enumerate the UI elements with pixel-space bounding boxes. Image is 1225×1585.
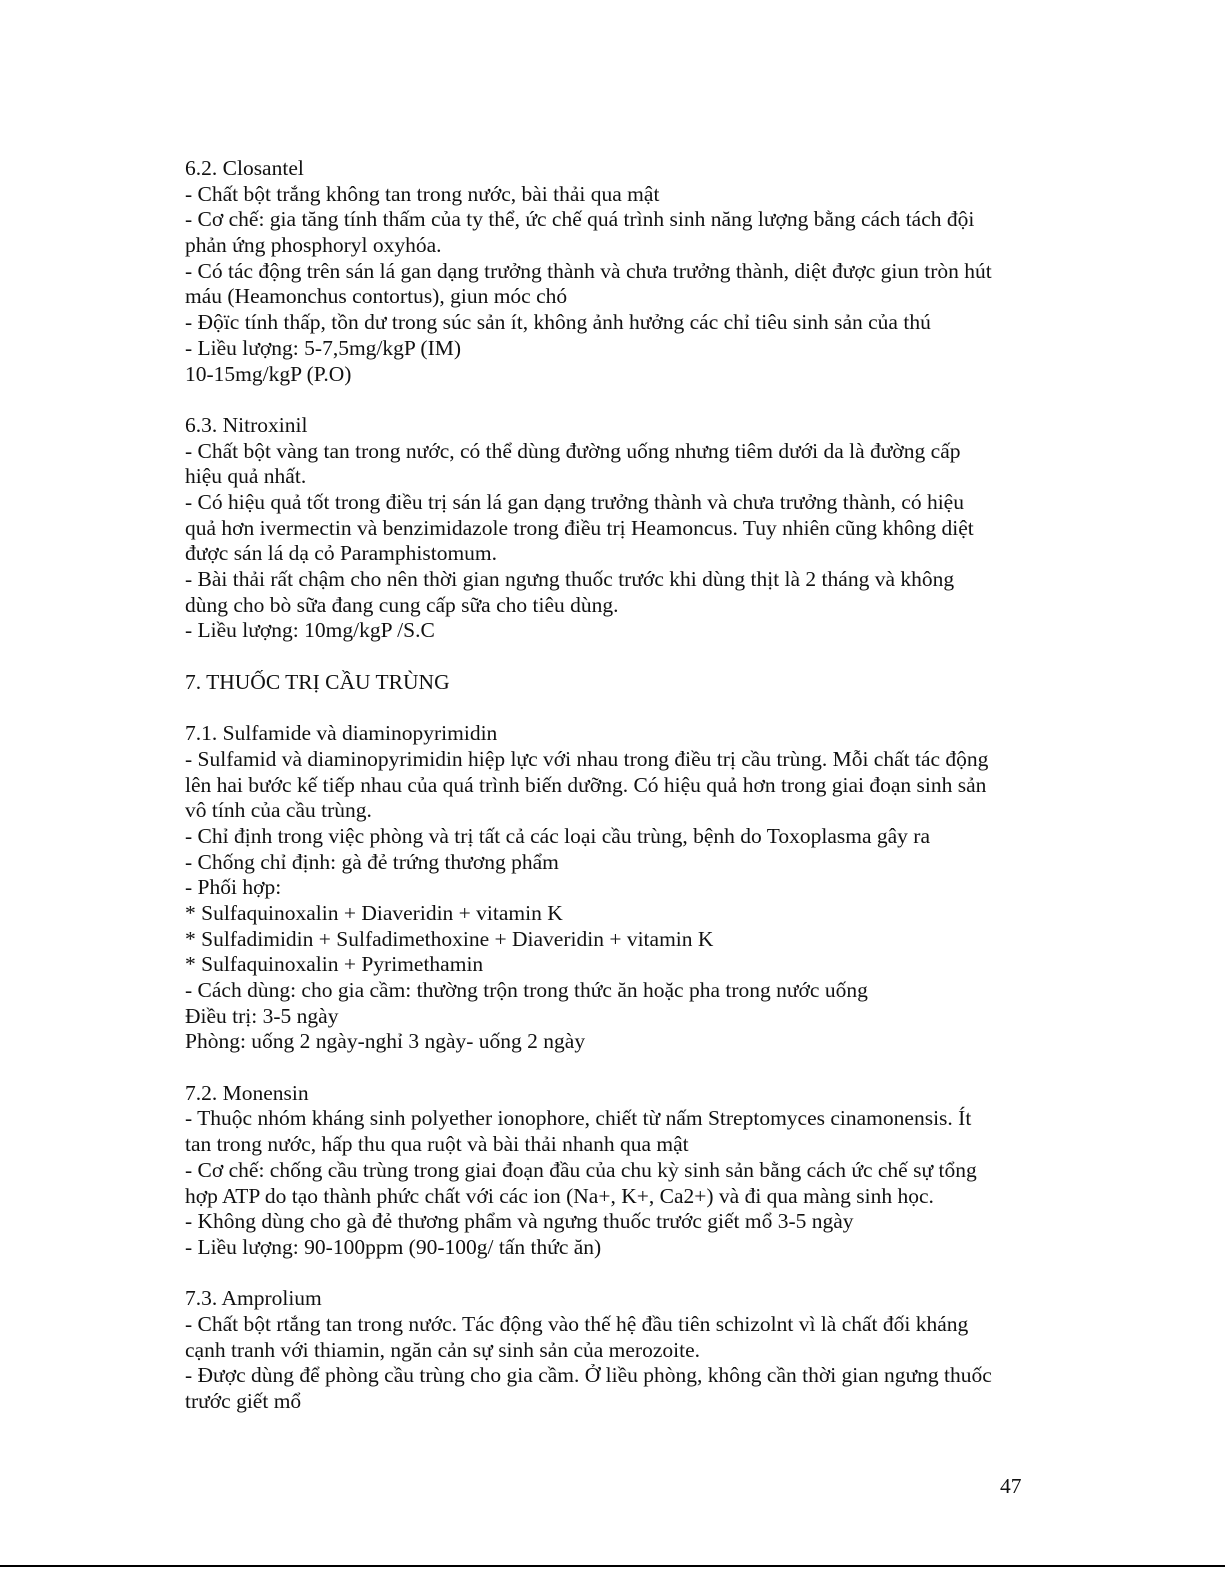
text-line: - Chỉ định trong việc phòng và trị tất cả các loại cầu trùng, bệnh do Toxoplasma gây ra (185, 823, 931, 848)
blank-line (185, 1261, 1045, 1287)
text-line: - Được dùng để phòng cầu trùng cho gia cầm. Ở liều phòng, không cần thời gian ngưng thuốc (185, 1363, 992, 1388)
text-line: 7.2. Monensin (185, 1080, 309, 1105)
blank-line (185, 644, 1045, 670)
text-line: - Liều lượng: 90-100ppm (90-100g/ tấn thức ăn) (185, 1234, 602, 1259)
text-line: - Phối hợp: (185, 875, 282, 900)
text-line: phản ứng phosphoryl oxyhóa. (185, 233, 442, 258)
text-line: hợp ATP do tạo thành phức chất với các ion (Na+, K+, Ca2+) và đi qua màng sinh học. (185, 1183, 934, 1208)
text-line: Phòng: uống 2 ngày-nghỉ 3 ngày- uống 2 ngày (185, 1029, 586, 1054)
text-line: dùng cho bò sữa đang cung cấp sữa cho tiêu dùng. (185, 592, 619, 617)
text-line: - Chất bột vàng tan trong nước, có thể dùng đường uống nhưng tiêm dưới da là đường cấp (185, 438, 961, 463)
text-line: - Độïc tính thấp, tồn dư trong súc sản ít, không ảnh hưởng các chỉ tiêu sinh sản của thú (185, 310, 931, 335)
text-line: 7. THUỐC TRỊ CẦU TRÙNG (185, 669, 450, 694)
text-line: 7.3. Amprolium (185, 1286, 322, 1311)
text-line: hiệu quả nhất. (185, 464, 307, 489)
text-line: * Sulfaquinoxalin + Pyrimethamin (185, 952, 484, 977)
text-line: 6.2. Closantel (185, 156, 304, 180)
text-line: - Liều lượng: 5-7,5mg/kgP (IM) (185, 335, 462, 360)
text-line: tan trong nước, hấp thu qua ruột và bài thải nhanh qua mật (185, 1132, 689, 1157)
text-line: 7.1. Sulfamide và diaminopyrimidin (185, 721, 498, 746)
document-body (185, 156, 1045, 1415)
text-line: - Cơ chế: gia tăng tính thấm của ty thể, ức chế quá trình sinh năng lượng bằng cách tách đội (185, 207, 975, 232)
text-line: 10-15mg/kgP (P.O) (185, 361, 352, 386)
blank-line (185, 387, 1045, 413)
text-line: - Cách dùng: cho gia cầm: thường trộn trong thức ăn hoặc pha trong nước uống (185, 978, 868, 1002)
text-line: vô tính của cầu trùng. (185, 798, 372, 823)
text-line: được sán lá dạ cỏ Paramphistomum. (185, 541, 498, 566)
bottom-divider (0, 1565, 1225, 1567)
text-line: - Chất bột trắng không tan trong nước, bài thải qua mật (185, 181, 660, 206)
text-line: - Sulfamid và diaminopyrimidin hiệp lực với nhau trong điều trị cầu trùng. Mỗi chất tác động (185, 746, 989, 771)
blank-line (185, 695, 1045, 721)
text-line: trước giết mổ (185, 1389, 302, 1413)
text-line: - Chống chỉ định: gà đẻ trứng thương phẩm (185, 849, 559, 874)
text-line: máu (Heamonchus contortus), giun móc chó (185, 284, 568, 309)
text-line: * Sulfadimidin + Sulfadimethoxine + Diaveridin + vitamin K (185, 926, 714, 951)
text-line: - Có hiệu quả tốt trong điều trị sán lá gan dạng trưởng thành và chưa trưởng thành, có hiệu (185, 489, 964, 514)
text-line: 6.3. Nitroxinil (185, 412, 308, 437)
text-line: - Chất bột rtắng tan trong nước. Tác động vào thế hệ đầu tiên schizolnt vì là chất đối kháng (185, 1311, 969, 1336)
text-line: cạnh tranh với thiamin, ngăn cản sự sinh sản của merozoite. (185, 1337, 700, 1362)
text-line: Điều trị: 3-5 ngày (185, 1003, 339, 1028)
text-line: - Thuộc nhóm kháng sinh polyether ionophore, chiết từ nấm Streptomyces cinamonensis. Ít (185, 1106, 972, 1131)
text-line: - Bài thải rất chậm cho nên thời gian ngưng thuốc trước khi dùng thịt là 2 tháng và không (185, 567, 955, 591)
text-line: quả hơn ivermectin và benzimidazole trong điều trị Heamoncus. Tuy nhiên cũng không diệt (185, 515, 974, 540)
text-line: lên hai bước kế tiếp nhau của quá trình biến dưỡng. Có hiệu quả hơn trong giai đoạn sinh sản (185, 772, 987, 797)
text-line: - Cơ chế: chống cầu trùng trong giai đoạn đầu của chu kỳ sinh sản bằng cách ức chế sự tổng (185, 1157, 977, 1182)
text-line: - Liều lượng: 10mg/kgP /S.C (185, 618, 435, 643)
text-line: - Có tác động trên sán lá gan dạng trưởng thành và chưa trưởng thành, diệt được giun tròn hút (185, 258, 992, 283)
blank-line (185, 1055, 1045, 1081)
text-line: * Sulfaquinoxalin + Diaveridin + vitamin K (185, 900, 563, 925)
page-number: 47 (1000, 1474, 1022, 1498)
text-line: - Không dùng cho gà đẻ thương phẩm và ngưng thuốc trước giết mổ 3-5 ngày (185, 1209, 854, 1234)
